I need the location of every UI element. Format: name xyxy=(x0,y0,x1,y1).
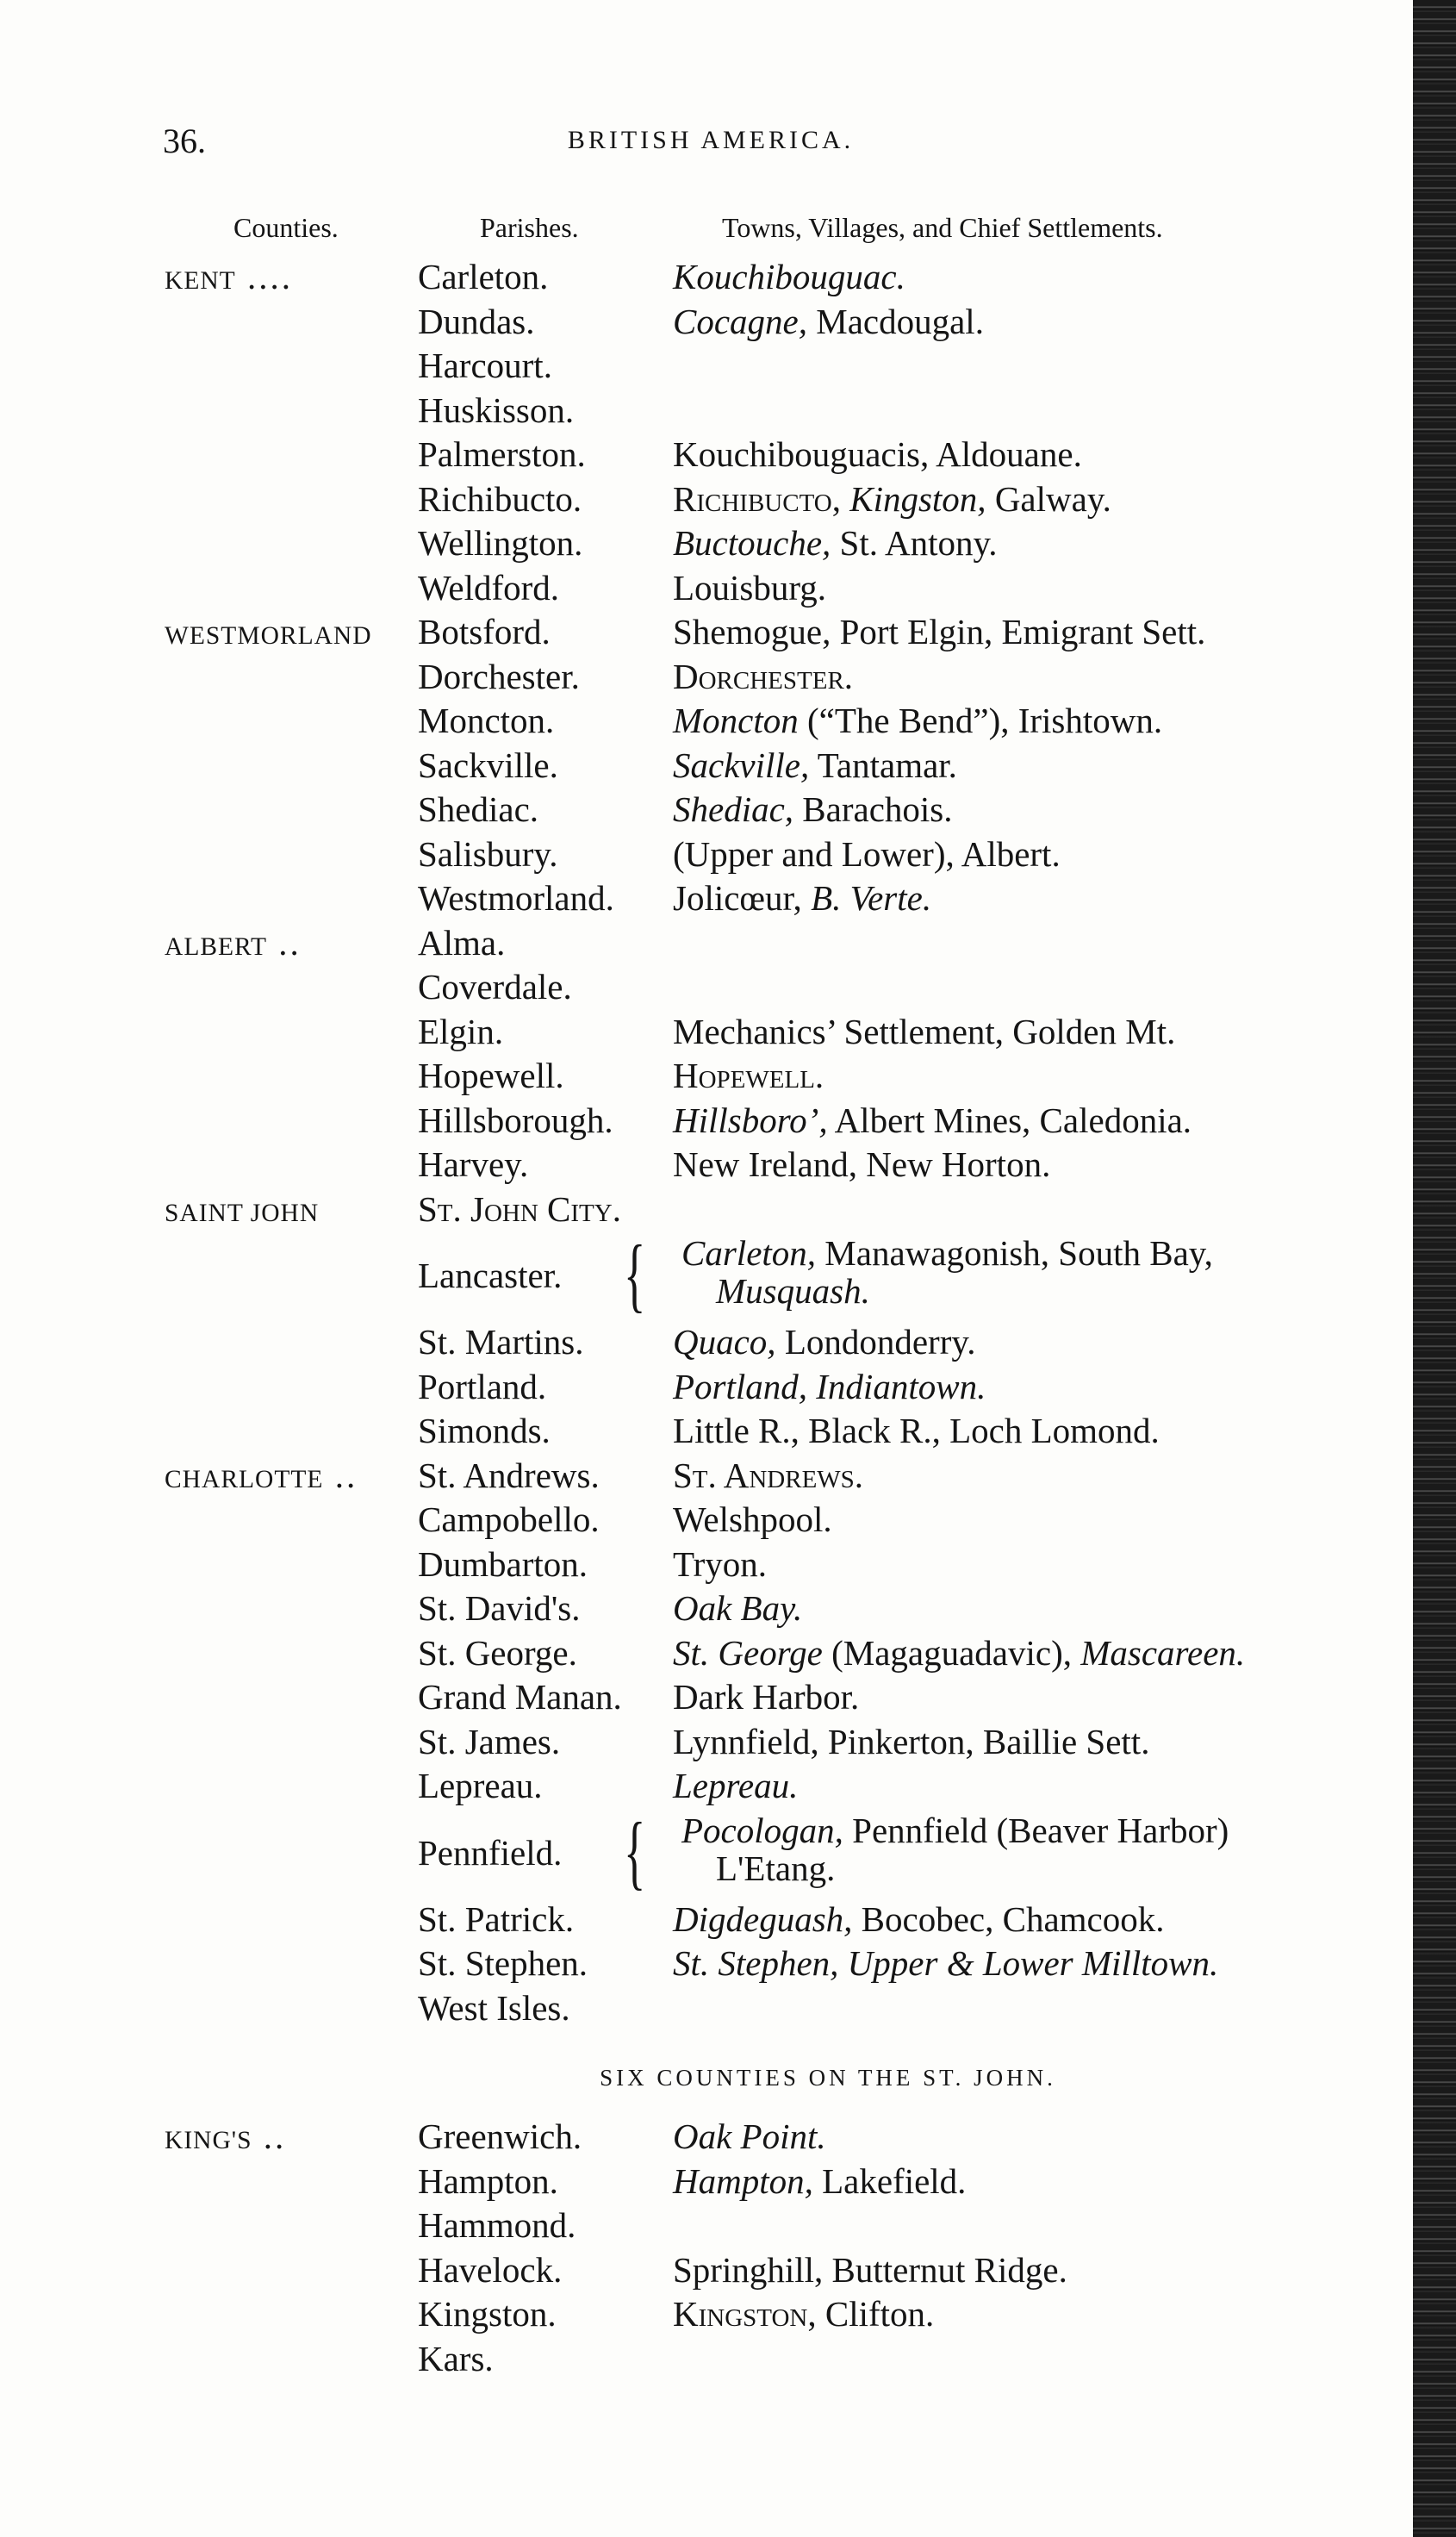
parish-name: St. John City. xyxy=(418,1188,621,1229)
settlements xyxy=(673,1586,802,1631)
settlements xyxy=(673,1010,1175,1055)
table-row xyxy=(165,2292,1388,2337)
settlement-text: New Ireland, New Horton. xyxy=(673,1144,1051,1184)
settlements xyxy=(673,1631,1245,1676)
parish-name: St. Martins. xyxy=(418,1322,584,1362)
column-header-counties: Counties. xyxy=(233,212,339,243)
settlement-text: , Clifton. xyxy=(807,2294,935,2334)
settlement-text: Digdeguash, xyxy=(673,1898,853,1939)
settlement-text: Barachois. xyxy=(793,789,953,829)
settlement-text: Shediac, xyxy=(673,789,794,829)
settlements xyxy=(673,2292,934,2337)
settlement-text: Macdougal. xyxy=(807,301,984,341)
settlement-text: Lynnfield, Pinkerton, Baillie Sett. xyxy=(673,1721,1150,1761)
parish-name: Shediac. xyxy=(418,789,539,829)
table-row xyxy=(165,1986,1388,2031)
table-row xyxy=(165,1631,1388,1676)
county-parish-table xyxy=(165,255,1388,2381)
settlement-text: St. Andrews. xyxy=(673,1455,864,1495)
settlements-line-2 xyxy=(716,1847,835,1892)
column-header-parishes: Parishes. xyxy=(480,212,579,243)
settlement-text: Shemogue, Port Elgin, Emigrant Sett. xyxy=(673,612,1206,651)
settlement-text: Richibucto xyxy=(673,478,832,519)
table-row xyxy=(165,788,1388,832)
table-row xyxy=(165,921,1388,966)
parish-name: Salisbury. xyxy=(418,833,558,874)
table-row xyxy=(165,300,1388,345)
table-row xyxy=(165,255,1388,300)
parish-name: Elgin. xyxy=(418,1011,504,1051)
settlement-text: Oak Point. xyxy=(673,2116,826,2156)
parish-name: St. David's. xyxy=(418,1588,581,1628)
settlement-text: Kingston xyxy=(673,2294,808,2334)
settlement-text: Tantamar. xyxy=(809,745,957,785)
settlement-text: Albert Mines, Caledonia. xyxy=(827,1100,1192,1140)
parish-name: Moncton. xyxy=(418,701,555,740)
parish-name: St. George. xyxy=(418,1632,577,1673)
settlements xyxy=(673,2115,826,2160)
table-row xyxy=(165,1187,1388,1232)
parish-name: Greenwich. xyxy=(418,2116,582,2156)
county-name: ALBERT .. xyxy=(165,922,302,963)
parish-name: Pennfield. xyxy=(418,1832,563,1873)
settlements xyxy=(673,1143,1050,1187)
settlement-text: Cocagne, xyxy=(673,301,807,341)
settlements xyxy=(673,1675,859,1720)
settlement-text: Hopewell. xyxy=(673,1056,824,1095)
settlements xyxy=(673,477,1111,522)
table-row xyxy=(165,655,1388,700)
settlement-text: Kouchibouguac. xyxy=(673,257,905,296)
settlement-text: Galway. xyxy=(986,478,1111,519)
parish-name: Palmerston. xyxy=(418,434,586,474)
parish-name: Hillsborough. xyxy=(418,1100,613,1140)
settlement-text: Jolicœur, xyxy=(673,878,812,918)
table-row xyxy=(165,2115,1388,2160)
table-row xyxy=(165,1764,1388,1809)
parish-name: Wellington. xyxy=(418,523,583,563)
table-row xyxy=(165,566,1388,611)
county-name: CHARLOTTE .. xyxy=(165,1455,358,1495)
settlement-text: (Upper and Lower), Albert. xyxy=(673,833,1061,874)
settlement-text: (“The Bend”), Irishtown. xyxy=(798,701,1163,740)
parish-name: West Isles. xyxy=(418,1987,570,2028)
settlements xyxy=(673,832,1061,877)
settlement-text: Welshpool. xyxy=(673,1499,832,1539)
settlement-text: Tryon. xyxy=(673,1543,768,1584)
settlements xyxy=(673,1498,832,1543)
settlement-text: St. Stephen, Upper & Lower Milltown. xyxy=(673,1943,1219,1983)
table-row xyxy=(165,521,1388,566)
table-row xyxy=(165,1010,1388,1055)
table-row xyxy=(165,2204,1388,2248)
settlement-text: Londonderry. xyxy=(775,1322,976,1362)
settlement-text: Dark Harbor. xyxy=(673,1677,860,1717)
table-row xyxy=(165,2337,1388,2382)
settlements xyxy=(673,876,931,921)
column-header-towns: Towns, Villages, and Chief Settlements. xyxy=(722,212,1163,243)
parish-name: Alma. xyxy=(418,922,506,963)
settlement-text: Springhill, Butternut Ridge. xyxy=(673,2249,1067,2290)
table-row xyxy=(165,389,1388,433)
settlement-text: L'Etang. xyxy=(716,1848,836,1888)
settlement-text: Manawagonish, South Bay, xyxy=(816,1233,1213,1273)
settlement-text: Pennfield (Beaver Harbor) xyxy=(843,1810,1229,1850)
parish-name: St. Patrick. xyxy=(418,1898,575,1939)
parish-name: Campobello. xyxy=(418,1499,600,1539)
settlements xyxy=(673,1320,975,1365)
table-row xyxy=(165,699,1388,744)
settlement-text: Lakefield. xyxy=(812,2160,967,2201)
section-title: SIX COUNTIES ON THE ST. JOHN. xyxy=(600,2065,1056,2091)
parish-name: Coverdale. xyxy=(418,967,572,1007)
parish-name: Grand Manan. xyxy=(418,1677,622,1717)
settlement-text: Dorchester. xyxy=(673,656,854,696)
table-row xyxy=(165,876,1388,921)
table-row xyxy=(165,832,1388,877)
parish-name: Simonds. xyxy=(418,1411,551,1450)
table-row xyxy=(165,1320,1388,1365)
settlements xyxy=(673,1409,1160,1454)
curly-brace: { xyxy=(624,1228,646,1320)
table-row xyxy=(165,433,1388,477)
settlements xyxy=(673,1099,1192,1144)
settlement-text: Oak Bay. xyxy=(673,1588,803,1628)
table-row xyxy=(165,1409,1388,1454)
parish-name: Lancaster. xyxy=(418,1256,563,1295)
parish-name: Kingston. xyxy=(418,2294,557,2334)
parish-name: Richibucto. xyxy=(418,478,582,519)
curly-brace: { xyxy=(624,1805,646,1898)
settlements xyxy=(673,2248,1067,2293)
settlement-text: Carleton, xyxy=(681,1233,817,1273)
settlements xyxy=(673,610,1205,655)
settlements xyxy=(673,1898,1164,1942)
table-row xyxy=(165,1942,1388,1986)
settlements xyxy=(673,744,957,789)
settlement-text: B. Verte. xyxy=(811,878,932,918)
settlement-text: Little R., Black R., Loch Lomond. xyxy=(673,1411,1160,1450)
parish-name: Westmorland. xyxy=(418,878,614,918)
table-row xyxy=(165,1805,1388,1898)
table-row xyxy=(165,965,1388,1010)
county-name: WESTMORLAND xyxy=(165,622,372,650)
settlements xyxy=(673,1720,1149,1765)
parish-name: Dorchester. xyxy=(418,656,580,696)
table-row xyxy=(165,1586,1388,1631)
county-name: KING'S .. xyxy=(165,2116,287,2156)
settlement-text: Moncton xyxy=(673,701,799,740)
settlements xyxy=(673,1543,767,1587)
settlement-text: Sackville, xyxy=(673,745,810,785)
table-row xyxy=(165,610,1388,655)
settlements-line-2 xyxy=(716,1269,870,1314)
table-row xyxy=(165,1675,1388,1720)
settlements xyxy=(673,300,984,345)
table-row xyxy=(165,2160,1388,2204)
settlement-text: Quaco, xyxy=(673,1322,776,1362)
county-name: SAINT JOHN xyxy=(165,1199,320,1227)
parish-name: Weldford. xyxy=(418,567,560,608)
settlement-text: Portland, Indiantown. xyxy=(673,1366,986,1406)
parish-name: Havelock. xyxy=(418,2249,563,2290)
parish-name: Hammond. xyxy=(418,2205,576,2245)
table-row xyxy=(165,1143,1388,1187)
table-row xyxy=(165,1228,1388,1320)
settlements xyxy=(673,1054,824,1099)
settlements xyxy=(673,1764,798,1809)
parish-name: Huskisson. xyxy=(418,390,575,430)
table-row xyxy=(165,1898,1388,1942)
table-row xyxy=(165,1054,1388,1099)
parish-name: Sackville. xyxy=(418,745,558,785)
settlements xyxy=(673,1365,986,1410)
settlement-text: Louisburg. xyxy=(673,567,827,608)
book-spine-edge xyxy=(1413,0,1456,2537)
table-row xyxy=(165,2248,1388,2293)
settlement-text: Kouchibouguacis, Aldouane. xyxy=(673,434,1082,474)
settlement-text: Bocobec, Chamcook. xyxy=(852,1898,1165,1939)
settlements xyxy=(673,2160,966,2204)
page-number: 36. xyxy=(163,122,206,160)
parish-name: Harvey. xyxy=(418,1144,529,1184)
settlement-text: , xyxy=(831,478,850,519)
settlement-text: Lepreau. xyxy=(673,1766,799,1805)
settlement-text: St. George xyxy=(673,1632,823,1673)
parish-name: Botsford. xyxy=(418,612,551,651)
settlement-text: Musquash. xyxy=(716,1271,870,1311)
settlements xyxy=(673,521,998,566)
settlement-text: Pocologan, xyxy=(681,1810,843,1850)
settlement-text: St. Antony. xyxy=(831,523,998,563)
county-name: KENT .... xyxy=(165,257,293,296)
settlement-text: Buctouche, xyxy=(673,523,831,563)
settlements xyxy=(673,655,853,700)
settlements xyxy=(673,788,953,832)
settlements xyxy=(673,1942,1218,1986)
settlements xyxy=(673,566,826,611)
parish-name: St. James. xyxy=(418,1721,561,1761)
parish-name: St. Stephen. xyxy=(418,1943,588,1983)
table-row xyxy=(165,744,1388,789)
table-row xyxy=(165,1498,1388,1543)
settlement-text: Hillsboro’, xyxy=(673,1100,828,1140)
table-row xyxy=(165,1720,1388,1765)
parish-name: Portland. xyxy=(418,1366,547,1406)
settlement-text: Hampton, xyxy=(673,2160,813,2201)
table-row xyxy=(165,1543,1388,1587)
running-head: BRITISH AMERICA. xyxy=(567,126,855,154)
parish-name: St. Andrews. xyxy=(418,1455,600,1495)
parish-name: Kars. xyxy=(418,2338,494,2378)
settlements xyxy=(673,255,905,300)
settlements xyxy=(673,1454,863,1499)
parish-name: Dumbarton. xyxy=(418,1543,588,1584)
settlements xyxy=(673,699,1162,744)
settlements xyxy=(673,433,1082,477)
settlement-text: Mechanics’ Settlement, Golden Mt. xyxy=(673,1011,1176,1051)
table-row xyxy=(165,1365,1388,1410)
parish-name: Hampton. xyxy=(418,2160,558,2201)
settlement-text: Mascareen. xyxy=(1080,1632,1246,1673)
table-row xyxy=(165,477,1388,522)
parish-name: Carleton. xyxy=(418,257,549,296)
settlement-text: Kingston, xyxy=(849,478,986,519)
table-row xyxy=(165,1454,1388,1499)
table-row xyxy=(165,1099,1388,1144)
parish-name: Hopewell. xyxy=(418,1056,564,1095)
parish-name: Dundas. xyxy=(418,301,535,341)
table-row xyxy=(165,344,1388,389)
settlement-text: (Magaguadavic), xyxy=(822,1632,1081,1673)
parish-name: Lepreau. xyxy=(418,1766,543,1805)
parish-name: Harcourt. xyxy=(418,346,552,385)
